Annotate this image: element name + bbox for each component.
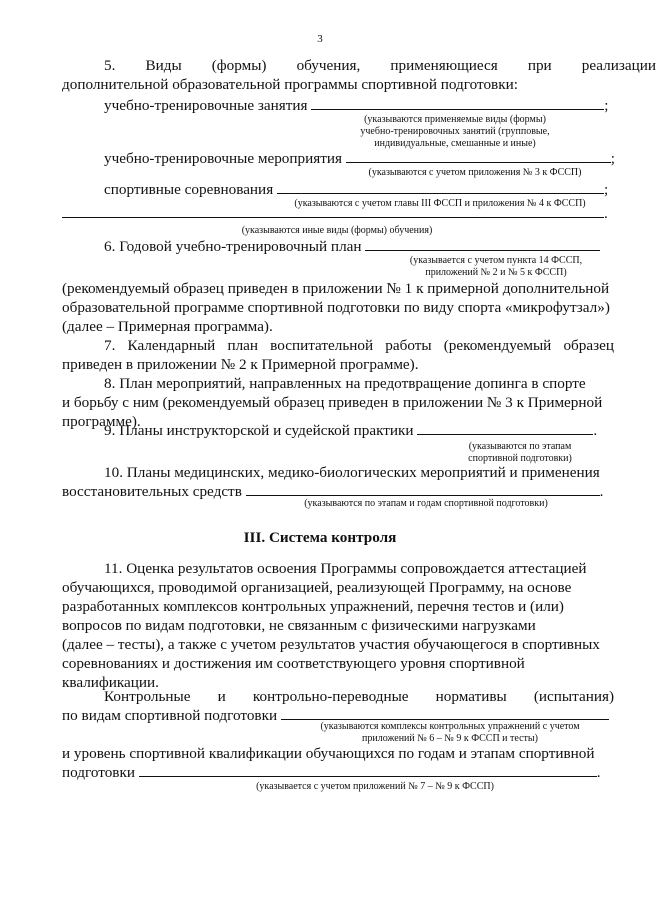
section-heading: III. Система контроля xyxy=(243,529,397,546)
word: 5. xyxy=(104,57,116,74)
item-7-line-2: приведен в приложении № 2 к Примерной программе). xyxy=(62,356,419,373)
word: воспитательной xyxy=(270,337,374,354)
item-10-label: восстановительных средств xyxy=(62,483,242,500)
word: (формы) xyxy=(211,57,267,74)
training-events-label: учебно-тренировочные мероприятия xyxy=(104,150,342,167)
item-6-text: 6. Годовой учебно-тренировочный план xyxy=(104,238,362,255)
word: 7. xyxy=(104,337,116,354)
word: образец xyxy=(563,337,614,354)
item-9-note xyxy=(430,441,610,465)
item-10-line-1: 10. Планы медицинских, медико-биологических мероприятий и применения xyxy=(104,464,600,481)
level-blank[interactable] xyxy=(139,763,597,777)
item-9-blank[interactable] xyxy=(417,421,593,435)
word: реализации xyxy=(581,57,656,74)
competitions-note: (указываются с учетом главы III ФССП и приложения № 4 к ФССП) xyxy=(294,198,586,209)
item-10-blank[interactable] xyxy=(246,482,600,496)
word: работы xyxy=(385,337,432,354)
word: обучения, xyxy=(296,57,361,74)
word: применяющиеся xyxy=(390,57,498,74)
level-line-1: и уровень спортивной квалификации обучающихся по годам и этапам спортивной xyxy=(62,745,595,762)
competitions-row: спортивные соревнования ; xyxy=(104,181,609,198)
word: Календарный xyxy=(127,337,216,354)
item-8-line-1: 8. План мероприятий, направленных на предотвращение допинга в спорте xyxy=(104,375,586,392)
training-events-blank[interactable] xyxy=(346,149,611,163)
word: контрольно-переводные xyxy=(252,688,409,705)
training-sessions-row: учебно-тренировочные занятия ; xyxy=(104,97,609,114)
note-line: (указываются комплексы контрольных упражнений с учетом xyxy=(320,721,580,732)
training-sessions-label: учебно-тренировочные занятия xyxy=(104,97,308,114)
item-10-row: восстановительных средств . xyxy=(62,483,604,500)
item-11-line-4: вопросов по видам подготовки, не связанным с физическими нагрузками xyxy=(62,617,536,634)
item-6-cont-2: образовательной программе спортивной подготовки по виду спорта «микрофутзал») xyxy=(62,299,610,316)
training-sessions-blank[interactable] xyxy=(311,96,604,110)
other-forms-row: . xyxy=(62,204,612,223)
note-line: (указывается с учетом пункта 14 ФССП, xyxy=(409,255,583,266)
word: (испытания) xyxy=(533,688,614,705)
training-events-row: учебно-тренировочные мероприятия ; xyxy=(104,150,616,167)
word: нормативы xyxy=(435,688,507,705)
item-11-line-7: квалификации. xyxy=(62,674,159,691)
item-8-line-3: программе). xyxy=(62,413,141,430)
page-number: 3 xyxy=(317,33,323,45)
word: план xyxy=(227,337,259,354)
item-8-line-2: и борьбу с ним (рекомендуемый образец приведен в приложении № 3 к Примерной xyxy=(62,394,603,411)
item-6-row xyxy=(104,237,614,256)
word: и xyxy=(217,688,226,705)
item-6-note xyxy=(378,255,614,279)
note-line: (указываются применяемые виды (формы) xyxy=(364,114,546,125)
norms-note xyxy=(290,721,610,745)
item-6-blank[interactable] xyxy=(365,237,600,251)
level-row: подготовки . xyxy=(62,764,601,781)
level-note: (указывается с учетом приложений № 7 – № 9 к ФССП) xyxy=(256,781,494,792)
item-11-line-5: (далее – тесты), а также с учетом результатов участия обучающегося в спортивных xyxy=(62,636,600,653)
training-events-note: (указываются с учетом приложения № 3 к ФССП) xyxy=(368,167,582,178)
norms-line-1 xyxy=(104,687,614,706)
note-line: учебно-тренировочных занятий (групповые, xyxy=(360,126,550,137)
competitions-blank[interactable] xyxy=(277,180,604,194)
level-label: подготовки xyxy=(62,764,135,781)
word: при xyxy=(527,57,552,74)
norms-blank[interactable] xyxy=(281,706,609,720)
item-11-line-6: соревнованиях и достижения им соответствующего уровня спортивной xyxy=(62,655,525,672)
item-11-line-2: обучающихся, проводимой организацией, реализующей Программу, на основе xyxy=(62,579,572,596)
other-forms-blank[interactable] xyxy=(62,204,604,218)
training-sessions-note xyxy=(300,114,610,150)
item-7-line-1 xyxy=(104,336,614,355)
note-line: приложений № 2 и № 5 к ФССП) xyxy=(425,267,567,278)
item-11-line-1: 11. Оценка результатов освоения Программы сопровождается аттестацией xyxy=(104,560,587,577)
item-6-cont-1: (рекомендуемый образец приведен в приложении № 1 к примерной дополнительной xyxy=(62,280,610,297)
note-line: приложений № 6 – № 9 к ФССП и тесты) xyxy=(362,733,538,744)
note-line: индивидуальные, смешанные и иные) xyxy=(374,138,536,149)
word: (рекомендуемый xyxy=(443,337,552,354)
item-6-cont-3: (далее – Примерная программа). xyxy=(62,318,273,335)
other-forms-note: (указываются иные виды (формы) обучения) xyxy=(241,225,433,236)
note-line: спортивной подготовки) xyxy=(468,453,572,464)
item-10-note: (указываются по этапам и годам спортивной подготовки) xyxy=(304,498,548,509)
competitions-label: спортивные соревнования xyxy=(104,181,274,198)
norms-label: по видам спортивной подготовки xyxy=(62,707,278,724)
item-11-line-3: разработанных комплексов контрольных упражнений, перечня тестов и (или) xyxy=(62,598,564,615)
word: Виды xyxy=(145,57,182,74)
word: Контрольные xyxy=(104,688,191,705)
note-line: (указываются по этапам xyxy=(468,441,572,452)
item-9-text: 9. Планы инструкторской и судейской практики xyxy=(104,422,414,439)
item-9-row: 9. Планы инструкторской и судейской практики . xyxy=(104,422,598,439)
item-5-line-1 xyxy=(104,56,656,75)
item-5-line-2: дополнительной образовательной программы спортивной подготовки: xyxy=(62,76,518,93)
